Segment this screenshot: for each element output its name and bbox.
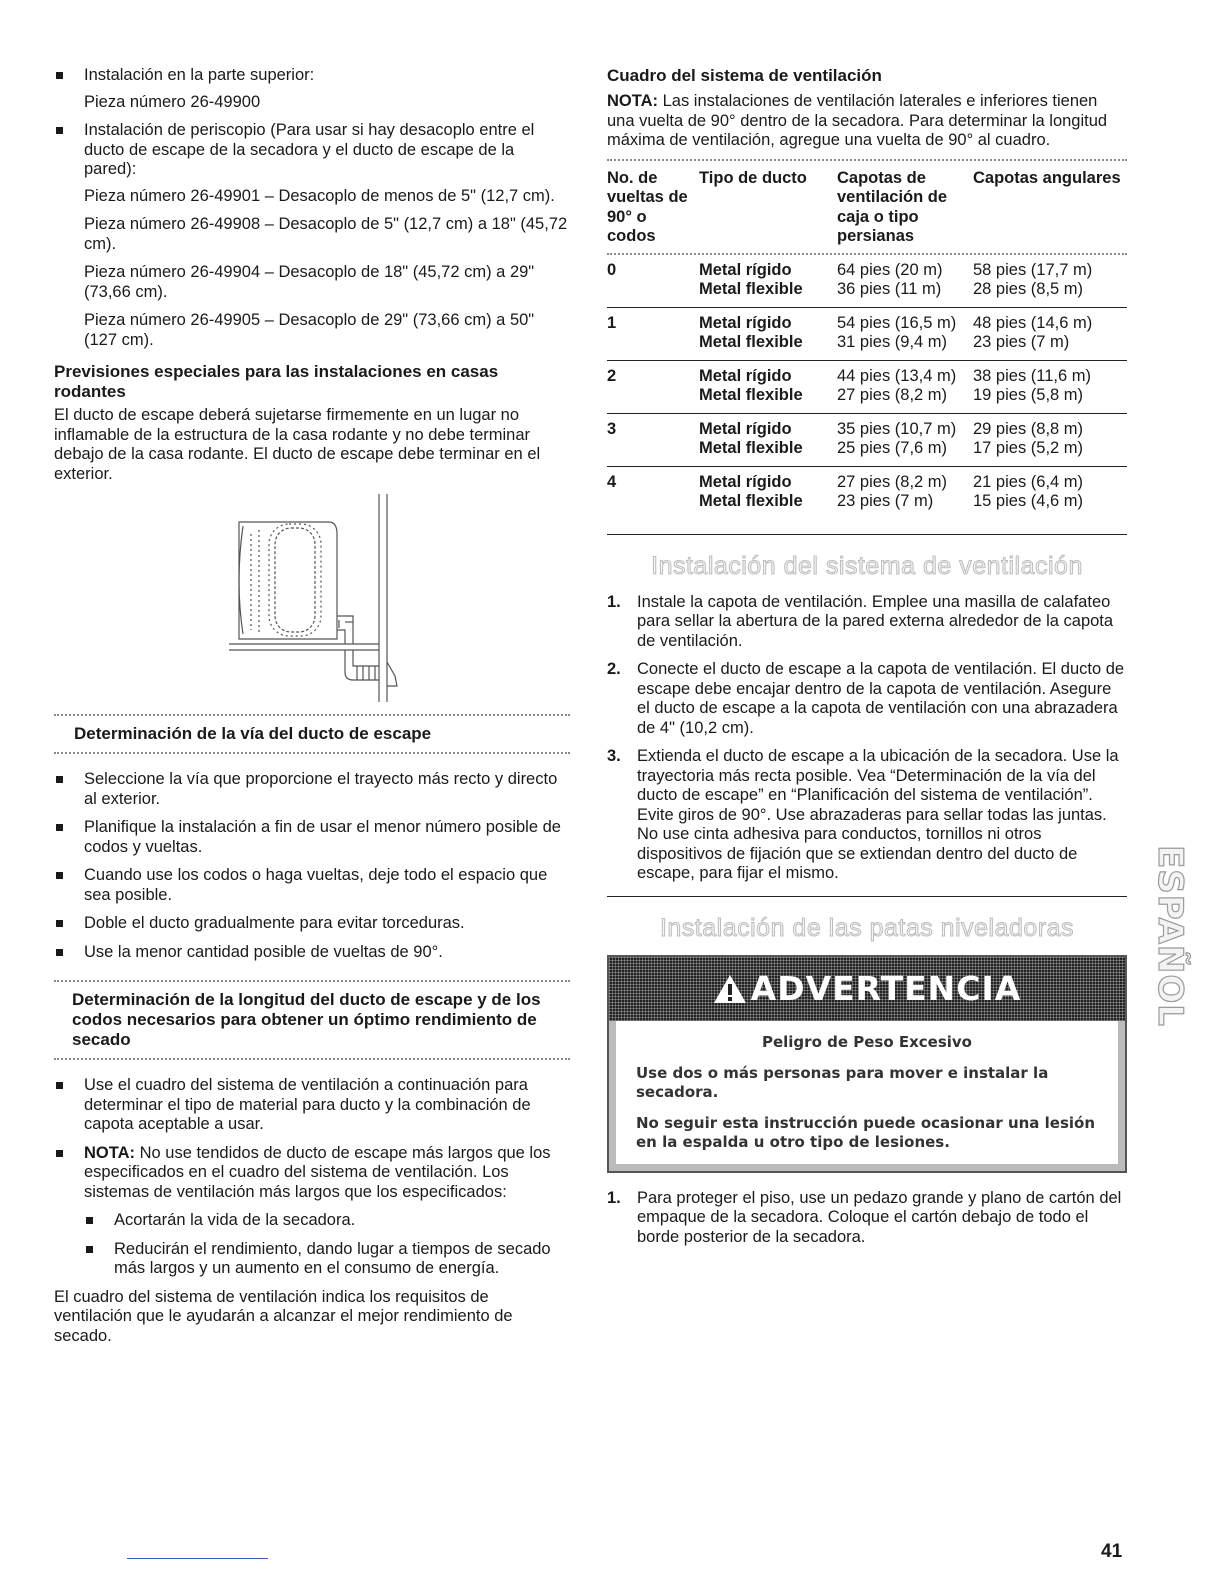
mobile-home-body: El ducto de escape deberá sujetarse firmemente en un lugar no inflamable de la estructura de la casa rodante y no debe terminar debajo de la casa rodante. El ducto de escape debe terminar en el exterior. <box>54 406 541 483</box>
cell-box-hood-value: 31 pies (9,4 m) <box>837 333 948 351</box>
cell-turns-value: 0 <box>607 260 617 279</box>
cell-duct-type-value: Metal rígido <box>699 419 792 438</box>
cell-duct-type-value: Metal flexible <box>699 280 803 298</box>
cell-box-hood-value: 44 pies (13,4 m) <box>837 366 957 385</box>
table-row <box>607 308 1127 361</box>
cell-angled-hood-value: 19 pies (5,8 m) <box>973 386 1084 404</box>
cell-box-hood <box>837 314 973 353</box>
install-top-part: Pieza número 26-49900 <box>84 92 261 111</box>
list-item: Planifique la instalación a fin de usar el menor número posible de codos y vueltas. <box>54 818 570 857</box>
cell-angled-hood-value: 38 pies (11,6 m) <box>973 366 1091 385</box>
list-item <box>54 1144 570 1279</box>
table-row <box>607 255 1127 308</box>
dryer-periscope-diagram <box>229 494 459 704</box>
step-text: Conecte el ducto de escape a la capota de ventilación. El ducto de escape debe encajar dentro de la capota de ventilación. Asegure el ducto de escape a la capota de ventilación con una abrazadera de 4" (10,2 cm). <box>637 660 1125 737</box>
cell-turns <box>607 314 699 353</box>
cell-angled-hood-value: 21 pies (6,4 m) <box>973 472 1084 491</box>
periscope-part: Pieza número 26-49901 – Desacoplo de menos de 5" (12,7 cm). <box>84 186 555 205</box>
language-side-tab <box>1150 816 1188 1056</box>
list-item: Use el cuadro del sistema de ventilación a continuación para determinar el tipo de material para ducto y la combinación de capota aceptable a usar. <box>54 1076 570 1135</box>
cell-box-hood <box>837 420 973 459</box>
cell-duct-type <box>699 314 837 353</box>
cell-angled-hood <box>973 261 1127 300</box>
cell-duct-type-value: Metal rígido <box>699 260 792 279</box>
list-item <box>54 121 570 350</box>
route-list <box>54 770 570 962</box>
cell-angled-hood-value: 48 pies (14,6 m) <box>973 313 1093 332</box>
header-turns: No. de vueltas de 90° o codos <box>607 168 688 245</box>
table-header-row <box>607 159 1127 255</box>
header-duct-type: Tipo de ducto <box>699 168 807 187</box>
table-row <box>607 361 1127 414</box>
cell-turns <box>607 261 699 300</box>
cell-duct-type <box>699 367 837 406</box>
length-list <box>54 1076 570 1279</box>
cell-duct-type-value: Metal flexible <box>699 333 803 351</box>
cell-box-hood <box>837 367 973 406</box>
cell-box-hood-value: 54 pies (16,5 m) <box>837 313 957 332</box>
table-body <box>607 255 1127 534</box>
cell-turns <box>607 367 699 406</box>
cell-box-hood-value: 35 pies (10,7 m) <box>837 419 957 438</box>
step-text: Para proteger el piso, use un pedazo grande y plano de cartón del empaque de la secadora. Coloque el cartón debajo de todo el borde posterior de la secadora. <box>637 1188 1122 1246</box>
vent-table <box>607 159 1127 535</box>
right-column <box>607 66 1127 1256</box>
warning-banner <box>609 957 1125 1021</box>
cell-turns <box>607 420 699 459</box>
step-number: 1. <box>607 1188 621 1207</box>
periscope-part: Pieza número 26-49904 – Desacoplo de 18" (45,72 cm) a 29" (73,66 cm). <box>84 263 535 301</box>
cell-box-hood <box>837 261 973 300</box>
cell-angled-hood <box>973 314 1127 353</box>
periscope-label: Instalación de periscopio (Para usar si hay desacoplo entre el ducto de escape de la secadora y el ducto de escape de la pared): <box>84 121 535 178</box>
left-column <box>54 66 570 1346</box>
cell-angled-hood-value: 15 pies (4,6 m) <box>973 492 1084 510</box>
page-number: 41 <box>1101 1541 1123 1562</box>
chart-note-label: NOTA: <box>607 92 659 110</box>
cell-box-hood-value: 23 pies (7 m) <box>837 492 934 510</box>
list-item <box>54 66 570 112</box>
list-item <box>607 1189 1127 1248</box>
note-text: No use tendidos de ducto de escape más largos que los especificados en el cuadro del sistema de ventilación. Los sistemas de ventilación más largos que los especificados: <box>84 1143 551 1201</box>
cell-angled-hood-value: 28 pies (8,5 m) <box>973 280 1084 298</box>
header-angled-hood: Capotas angulares <box>973 168 1121 187</box>
periscope-part: Pieza número 26-49905 – Desacoplo de 29" (73,66 cm) a 50" (127 cm). <box>84 311 535 349</box>
warning-banner-text: ADVERTENCIA <box>750 968 1022 1008</box>
cell-angled-hood-value: 58 pies (17,7 m) <box>973 260 1093 279</box>
warning-line: No seguir esta instrucción puede ocasionar una lesión en la espalda u otro tipo de lesiones. <box>636 1113 1096 1151</box>
cell-turns <box>607 473 699 512</box>
cell-duct-type <box>699 473 837 512</box>
install-options-list <box>54 66 570 350</box>
cell-duct-type-value: Metal flexible <box>699 492 803 510</box>
list-item: Reducirán el rendimiento, dando lugar a tiempos de secado más largos y un aumento en el consumo de energía. <box>84 1240 570 1279</box>
step-text: Instale la capota de ventilación. Emplee una masilla de calafateo para sellar la abertura de la pared externa alrededor de la capota de ventilación. <box>637 592 1114 650</box>
length-section-header <box>54 980 570 1060</box>
cell-box-hood-value: 25 pies (7,6 m) <box>837 439 948 457</box>
cell-turns-value: 3 <box>607 419 617 438</box>
cell-box-hood-value: 36 pies (11 m) <box>837 280 942 298</box>
cell-box-hood <box>837 473 973 512</box>
length-title: Determinación de la longitud del ducto de escape y de los codos necesarios para obtener un óptimo rendimiento de secado <box>72 990 541 1049</box>
periscope-part: Pieza número 26-49908 – Desacoplo de 5" (12,7 cm) a 18" (45,72 cm). <box>84 215 568 253</box>
list-item <box>607 747 1127 884</box>
vent-chart-title: Cuadro del sistema de ventilación <box>607 66 882 85</box>
cell-duct-type <box>699 420 837 459</box>
list-item: Use la menor cantidad posible de vueltas de 90°. <box>54 943 570 963</box>
install-top-label: Instalación en la parte superior: <box>84 66 315 84</box>
route-title: Determinación de la vía del ducto de escape <box>74 724 432 743</box>
cell-turns-value: 4 <box>607 472 617 491</box>
warning-triangle-icon <box>713 974 747 1004</box>
cell-angled-hood <box>973 367 1127 406</box>
route-section-header <box>54 714 570 754</box>
note-label: NOTA: <box>84 1143 136 1162</box>
list-item: Doble el ducto gradualmente para evitar torceduras. <box>54 914 570 934</box>
cell-turns-value: 1 <box>607 313 617 332</box>
warning-heading: Peligro de Peso Excesivo <box>761 1032 972 1051</box>
cell-angled-hood-value: 23 pies (7 m) <box>973 333 1070 351</box>
cell-angled-hood <box>973 473 1127 512</box>
list-item: Seleccione la vía que proporcione el trayecto más recto y directo al exterior. <box>54 770 570 809</box>
table-row <box>607 414 1127 467</box>
cell-box-hood-value: 64 pies (20 m) <box>837 260 943 279</box>
cell-duct-type-value: Metal flexible <box>699 439 803 457</box>
list-item: Cuando use los codos o haga vueltas, deje todo el espacio que sea posible. <box>54 866 570 905</box>
cell-box-hood-value: 27 pies (8,2 m) <box>837 472 948 491</box>
legs-steps <box>607 1189 1127 1248</box>
cell-angled-hood-value: 17 pies (5,2 m) <box>973 439 1084 457</box>
warning-box <box>607 955 1127 1173</box>
cell-duct-type-value: Metal rígido <box>699 366 792 385</box>
step-text: Extienda el ducto de escape a la ubicación de la secadora. Use la trayectoria más recta posible. Vea “Determinación de la vía del ducto de escape” en “Planificación del sistema de ventilación”. Evite giros de 90°. Use abrazaderas para sellar todas las juntas. No use cinta adhesiva para conductos, tornillos ni otros dispositivos de fijación que se extiendan dentro del ducto de escape, para fijar el mismo. <box>637 747 1119 882</box>
table-end-rule <box>607 534 1127 535</box>
mobile-home-title: Previsiones especiales para las instalaciones en casas rodantes <box>54 362 499 401</box>
warning-body <box>609 1021 1125 1171</box>
cell-duct-type-value: Metal rígido <box>699 472 792 491</box>
section-divider <box>607 896 1127 897</box>
vent-install-steps <box>607 593 1127 884</box>
table-row <box>607 467 1127 534</box>
cell-turns-value: 2 <box>607 366 617 385</box>
list-item <box>607 660 1127 738</box>
list-item <box>607 593 1127 652</box>
step-number: 3. <box>607 747 621 765</box>
step-number: 1. <box>607 592 621 611</box>
step-number: 2. <box>607 660 621 678</box>
cell-box-hood-value: 27 pies (8,2 m) <box>837 386 948 404</box>
warning-line: Use dos o más personas para mover e instalar la secadora. <box>636 1063 1049 1101</box>
header-box-hood: Capotas de ventilación de caja o tipo persianas <box>837 168 948 245</box>
vent-install-title: Instalación del sistema de ventilación <box>651 551 1083 580</box>
chart-note-text: Las instalaciones de ventilación laterales e inferiores tienen una vuelta de 90° dentro de la secadora. Para determinar la longitud máxima de ventilación, agregue una vuelta de 90° al cuadro. <box>607 92 1108 149</box>
cell-angled-hood <box>973 420 1127 459</box>
cell-duct-type-value: Metal flexible <box>699 386 803 404</box>
length-closing: El cuadro del sistema de ventilación indica los requisitos de ventilación que le ayudarán a alcanzar el mejor rendimiento de secado. <box>54 1287 513 1345</box>
legs-title: Instalación de las patas niveladoras <box>659 913 1075 942</box>
cell-duct-type-value: Metal rígido <box>699 313 792 332</box>
cell-duct-type <box>699 261 837 300</box>
side-tab-label: ESPAÑOL <box>1149 845 1190 1027</box>
footer-rule <box>127 1558 268 1559</box>
list-item: Acortarán la vida de la secadora. <box>84 1211 570 1231</box>
cell-angled-hood-value: 29 pies (8,8 m) <box>973 419 1084 438</box>
